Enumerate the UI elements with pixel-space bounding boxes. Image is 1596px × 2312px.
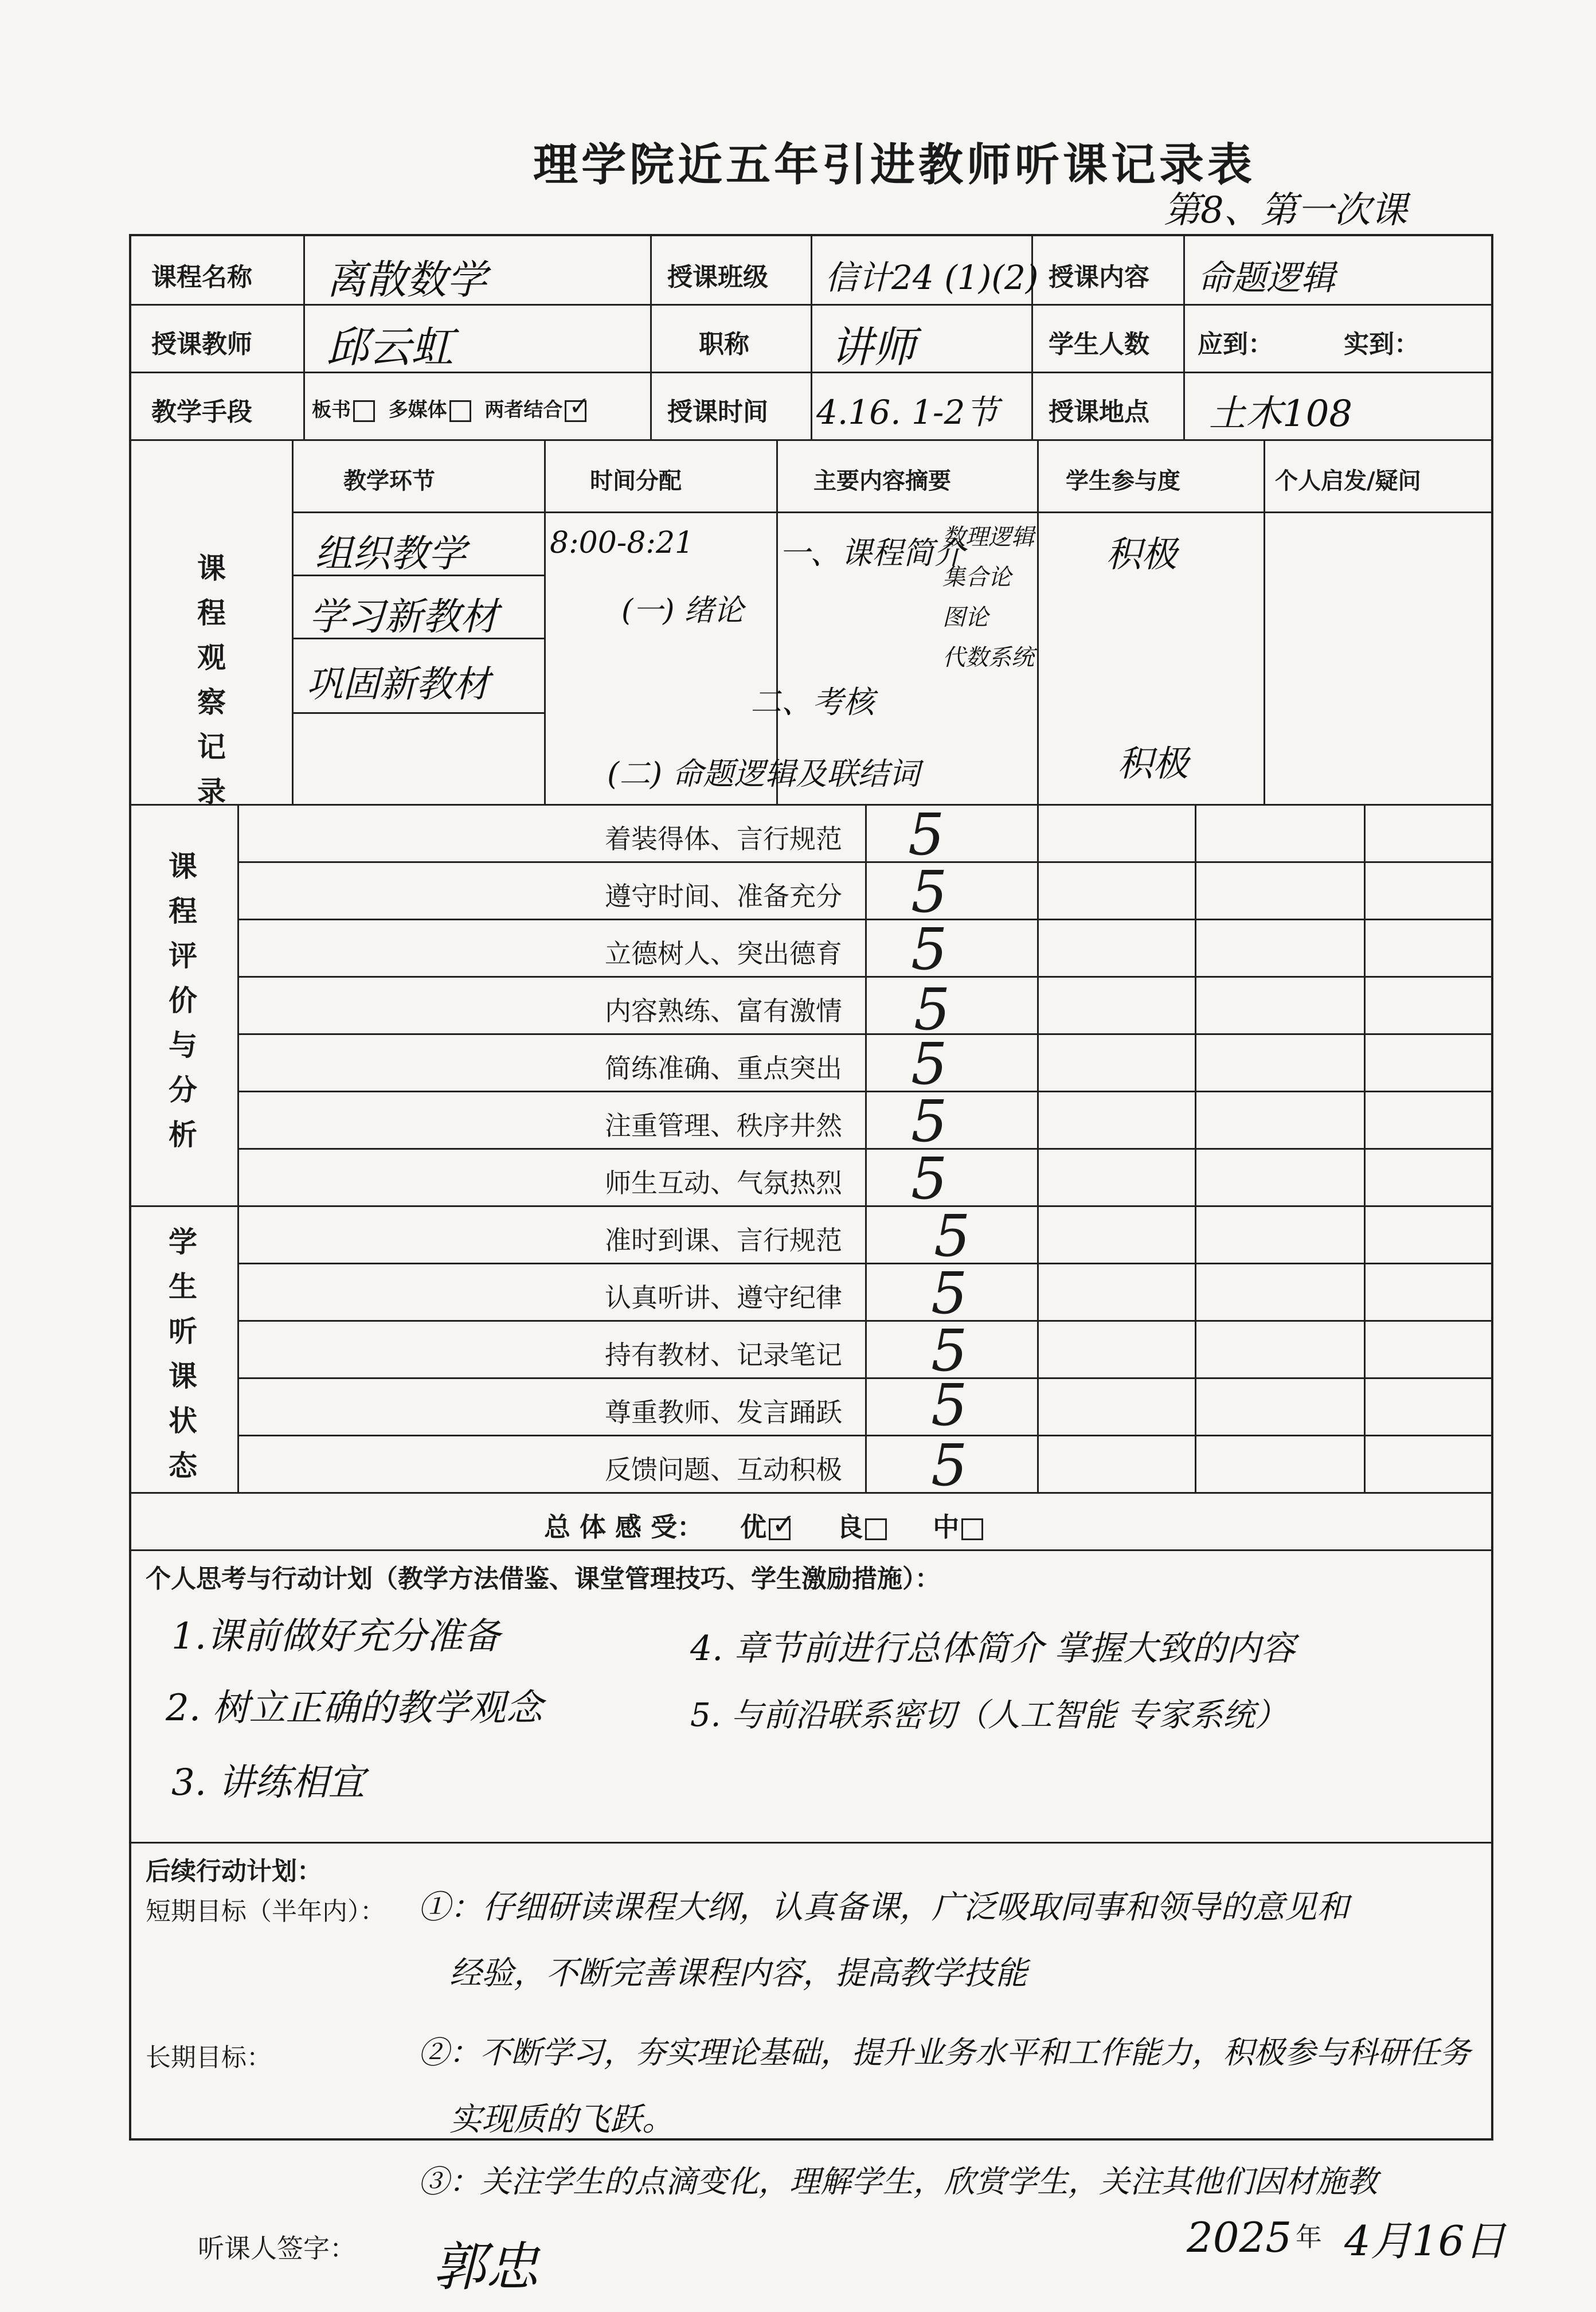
student-state-section-label: 学 生 听 课 状 态 [169,1225,197,1482]
eval-item-2: 遵守时间、准备充分 [605,881,842,912]
eval-score-2: 5 [911,858,948,925]
good-checkbox[interactable] [865,1518,887,1540]
place-value: 土木108 [1209,393,1353,435]
reflection-2: 2. 树立正确的教学观念 [166,1687,543,1729]
state-score-3: 5 [931,1317,968,1384]
students-due: 应到： [1198,330,1273,359]
stage-3: 巩固新教材 [306,663,490,706]
signature-name: 郭忠 [433,2236,539,2298]
means-media: 多媒体 [388,399,447,421]
col-reflection: 个人启发/疑问 [1275,467,1421,494]
long-term-line-2: 实现质的飞跃。 [449,2101,674,2138]
state-item-1: 准时到课、言行规范 [605,1225,842,1256]
overall-good: 良 [836,1512,863,1542]
note-3: 二、考核 [750,684,874,720]
eval-score-1: 5 [908,801,945,868]
col-time: 时间分配 [590,467,682,494]
content-value: 命题逻辑 [1198,258,1335,298]
class-label: 授课班级 [667,263,768,292]
top-note: 第8、第一次课 [1164,189,1407,232]
state-item-3: 持有教材、记录笔记 [605,1339,842,1370]
state-item-2: 认真听讲、遵守纪律 [605,1282,842,1313]
signature-date: 4月16日 [1344,2217,1506,2265]
eval-item-1: 着装得体、言行规范 [605,823,842,854]
col-participation: 学生参与度 [1066,467,1180,494]
overall-row [544,1506,983,1544]
eval-score-4: 5 [914,976,950,1043]
means-options [312,392,590,422]
form-table [129,234,1493,2200]
eval-item-6: 注重管理、秩序井然 [605,1110,842,1141]
state-item-5: 反馈问题、互动积极 [605,1454,842,1485]
course-name-label: 课程名称 [151,263,252,292]
time-label: 授课时间 [667,397,768,427]
evaluation-section-label: 课 程 评 价 与 分 析 [169,849,197,1151]
note-2: (一) 绪论 [621,593,744,628]
overall-label: 总 体 感 受： [544,1512,704,1542]
form-title: 理学院近五年引进教师听课记录表 [533,139,1255,191]
state-score-4: 5 [931,1372,968,1439]
reflection-label: 个人思考与行动计划（教学方法借鉴、课堂管理技巧、学生激励措施）： [146,1564,940,1594]
eval-item-4: 内容熟练、富有激情 [605,995,842,1026]
col-stage: 教学环节 [343,467,435,494]
eval-score-3: 5 [911,916,948,983]
class-value: 信计24 (1)(2) [825,258,1039,297]
students-actual: 实到： [1344,330,1419,359]
long-term-line-1: ②：不断学习，夯实理论基础，提升业务水平和工作能力，积极参与科研任务 [418,2034,1470,2071]
note-4: (二) 命题逻辑及联结词 [607,756,920,792]
reflection-4: 4. 章节前进行总体简介 掌握大致的内容 [690,1628,1296,1669]
observation-section-label: 课程 观察 记录 [197,551,226,809]
col-content: 主要内容摘要 [813,467,951,494]
short-term-line-1: ①：仔细研读课程大纲，认真备课，广泛吸取同事和领导的意见和 [418,1889,1349,1926]
place-label: 授课地点 [1049,397,1149,427]
eval-score-5: 5 [911,1030,948,1098]
reflection-3: 3. 讲练相宜 [171,1762,365,1804]
signature-label: 听课人签字： [198,2233,356,2264]
reflection-1: 1.课前做好充分准备 [171,1615,500,1658]
both-checkbox[interactable]: ✓ [565,400,586,422]
reflection-5: 5. 与前沿联系密切（人工智能 专家系统） [690,1697,1288,1734]
eval-item-7: 师生互动、气氛热烈 [605,1167,842,1198]
time-allocation: 8:00-8:21 [550,526,694,560]
stage-1: 组织教学 [315,532,466,576]
short-term-line-2: 经验，不断完善课程内容，提高教学技能 [449,1955,1027,1992]
signature-year-suffix: 年 [1296,2221,1322,2252]
short-term-label: 短期目标（半年内）： [146,1897,385,1926]
followup-label: 后续行动计划： [146,1857,322,1886]
excellent-checkbox[interactable]: ✓ [769,1518,791,1540]
means-label: 教学手段 [151,397,252,427]
bracket-list: 数理逻辑 集合论 图论 代数系统 [942,524,1034,671]
medium-checkbox[interactable] [961,1518,983,1540]
long-term-label: 长期目标： [146,2043,272,2072]
signature-year: 2025 [1187,2213,1292,2262]
state-item-4: 尊重教师、发言踊跃 [605,1397,842,1428]
overall-medium: 中 [933,1512,960,1542]
board-checkbox[interactable] [353,400,375,422]
eval-score-6: 5 [911,1088,948,1155]
participation-1: 积极 [1106,533,1178,575]
content-label: 授课内容 [1049,263,1149,292]
state-score-1: 5 [934,1202,971,1270]
state-score-2: 5 [931,1260,968,1327]
participation-2: 积极 [1117,743,1189,784]
students-label: 学生人数 [1049,330,1149,359]
means-both: 两者结合 [484,399,563,421]
eval-item-5: 简练准确、重点突出 [605,1053,842,1084]
media-checkbox[interactable] [449,400,471,422]
long-term-line-3: ③：关注学生的点滴变化，理解学生，欣赏学生，关注其他们因材施教 [418,2163,1378,2200]
stage-2: 学习新教材 [309,595,498,639]
teacher-name: 邱云虹 [326,323,453,372]
eval-item-3: 立德树人、突出德育 [605,938,842,969]
time-value: 4.16. 1-2节 [816,393,999,432]
eval-score-7: 5 [911,1145,948,1212]
course-name: 离散数学 [326,256,487,303]
rank-value: 讲师 [831,323,916,372]
note-1: 一、课程简介 [779,535,965,571]
state-score-5: 5 [931,1432,968,1499]
teacher-label: 授课教师 [151,330,252,359]
overall-excellent: 优 [740,1512,767,1542]
means-board: 板书 [312,399,351,421]
rank-label: 职称 [699,330,749,359]
